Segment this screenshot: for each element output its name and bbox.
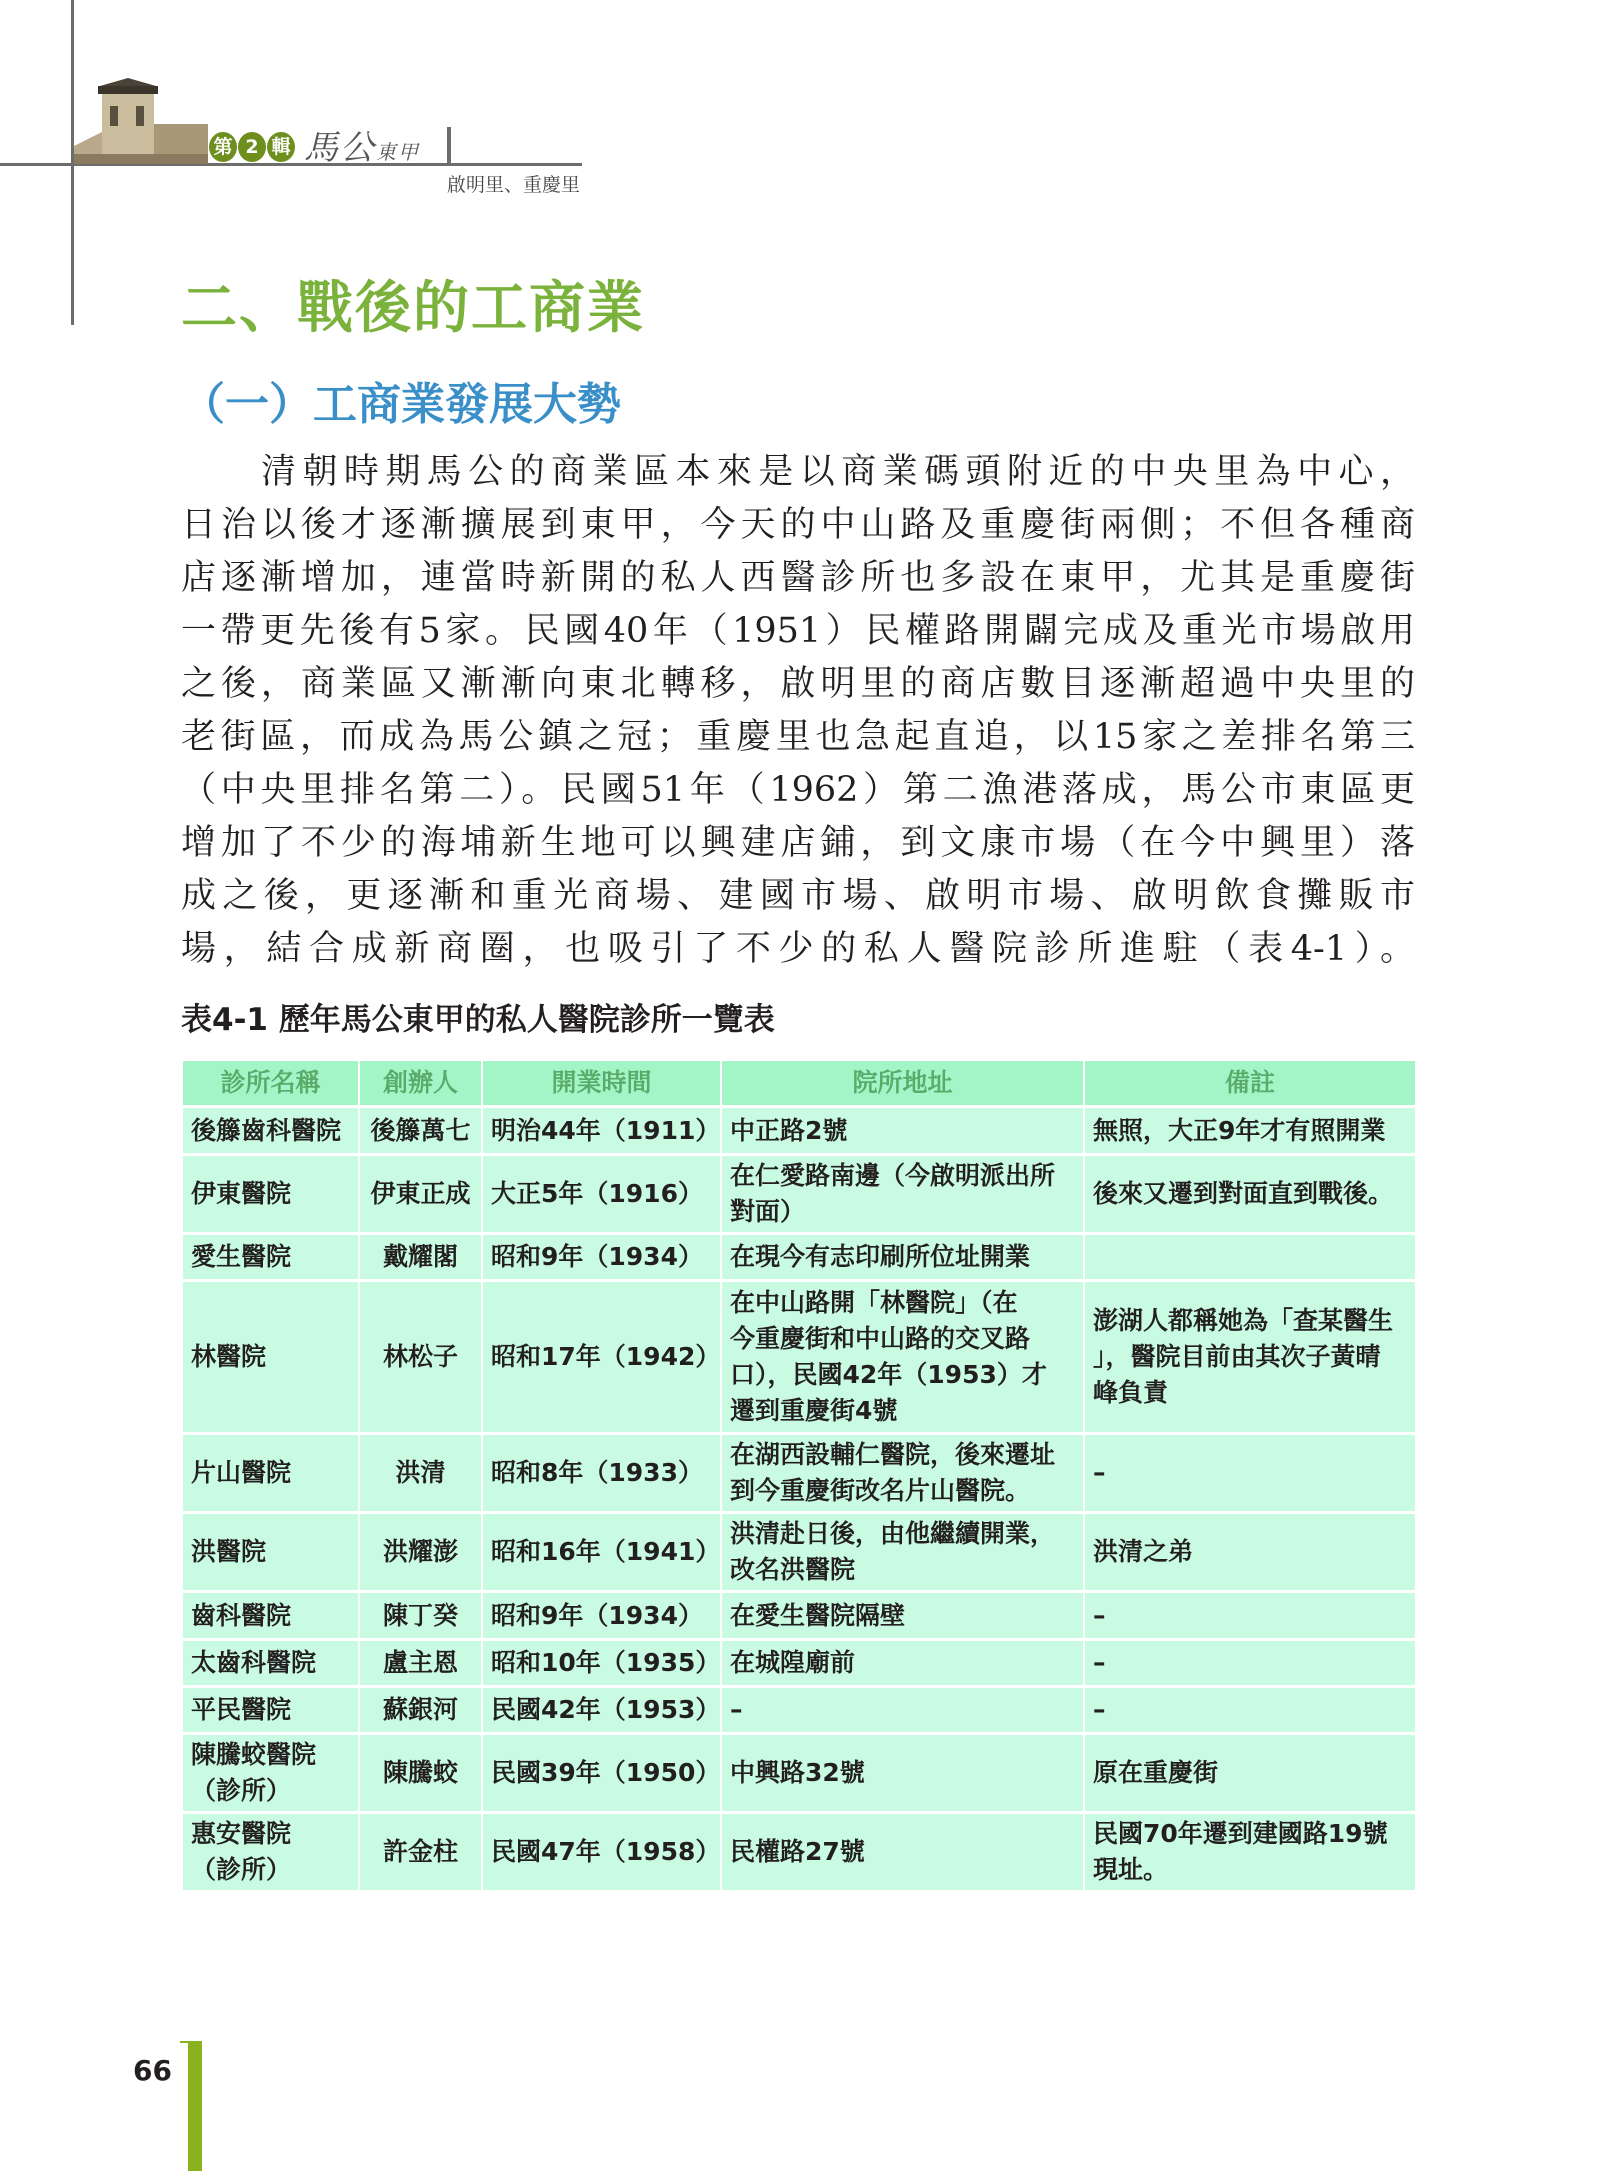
table-cell: 太齒科醫院 [182, 1640, 359, 1687]
table-cell: 在城隍廟前 [721, 1640, 1084, 1687]
table-cell: 林醫院 [182, 1281, 359, 1434]
table-cell: 昭和16年（1941） [482, 1513, 721, 1592]
table-cell: 昭和8年（1933） [482, 1434, 721, 1513]
body-line: 之後，商業區又漸漸向東北轉移，啟明里的商店數目逐漸超過中央里的 [181, 664, 1415, 704]
column-header: 診所名稱 [182, 1060, 359, 1107]
building-photo [74, 76, 208, 164]
table-cell: – [1084, 1434, 1416, 1513]
body-line: 店逐漸增加，連當時新開的私人西醫診所也多設在東甲，尤其是重慶街 [181, 558, 1415, 598]
chapter-badge-prefix: 第 [209, 132, 237, 162]
table-cell: 民權路27號 [721, 1813, 1084, 1892]
table-row [182, 1513, 1416, 1592]
table-cell: 平民醫院 [182, 1687, 359, 1734]
table-cell: 愛生醫院 [182, 1234, 359, 1281]
table-cell: 伊東正成 [359, 1155, 482, 1234]
table-cell: 民國39年（1950） [482, 1734, 721, 1813]
clinic-table [181, 1058, 1417, 1893]
table-cell: 陳丁癸 [359, 1592, 482, 1640]
table-cell: 許金柱 [359, 1813, 482, 1892]
table-cell: 在中山路開「林醫院」（在 今重慶街和中山路的交叉路 口），民國42年（1953）才 遷到重慶街4號 [721, 1281, 1084, 1434]
body-line: 成之後，更逐漸和重光商場、建國市場、啟明市場、啟明飲食攤販市 [181, 876, 1415, 916]
table-cell: 民國47年（1958） [482, 1813, 721, 1892]
table-cell: 在湖西設輔仁醫院，後來遷址 到今重慶街改名片山醫院。 [721, 1434, 1084, 1513]
body-line: 老街區，而成為馬公鎮之冠；重慶里也急起直追，以15家之差排名第三 [181, 717, 1415, 757]
table-cell: 陳騰蛟醫院 （診所） [182, 1734, 359, 1813]
table-cell: 後籐萬七 [359, 1107, 482, 1155]
table-cell: 在愛生醫院隔壁 [721, 1592, 1084, 1640]
table-cell: 林松子 [359, 1281, 482, 1434]
table-row [182, 1640, 1416, 1687]
logo-divider [447, 127, 451, 164]
running-subhead: 啟明里、重慶里 [446, 174, 580, 196]
table-row [182, 1155, 1416, 1234]
page-number: 66 [133, 2054, 172, 2087]
table-cell: 洪耀澎 [359, 1513, 482, 1592]
section-title: 二、戰後的工商業 [181, 275, 645, 341]
body-line: 一帶更先後有5家。民國40年（1951）民權路開闢完成及重光市場啟用 [181, 611, 1415, 651]
table-cell: – [1084, 1592, 1416, 1640]
table-cell: 大正5年（1916） [482, 1155, 721, 1234]
table-cell: 蘇銀河 [359, 1687, 482, 1734]
table-cell: – [721, 1687, 1084, 1734]
column-header: 開業時間 [482, 1060, 721, 1107]
body-line: 場，結合成新商圈，也吸引了不少的私人醫院診所進駐（表4-1）。 [181, 929, 1415, 969]
table-header-row [182, 1060, 1416, 1107]
table-cell: 後來又遷到對面直到戰後。 [1084, 1155, 1416, 1234]
table-cell: 昭和17年（1942） [482, 1281, 721, 1434]
page-accent-bar [188, 2041, 202, 2171]
table-cell: 中正路2號 [721, 1107, 1084, 1155]
table-cell: 齒科醫院 [182, 1592, 359, 1640]
table-cell: 伊東醫院 [182, 1155, 359, 1234]
table-cell: 洪清之弟 [1084, 1513, 1416, 1592]
body-line: 日治以後才逐漸擴展到東甲，今天的中山路及重慶街兩側；不但各種商 [181, 505, 1415, 545]
book-logo [304, 120, 420, 169]
logo-main: 馬公 [304, 128, 376, 168]
body-line: （中央里排名第二）。民國51年（1962）第二漁港落成，馬公市東區更 [181, 770, 1415, 810]
table-cell: 惠安醫院 （診所） [182, 1813, 359, 1892]
body-paragraph [181, 446, 1415, 976]
body-line: 增加了不少的海埔新生地可以興建店鋪，到文康市場（在今中興里）落 [181, 823, 1415, 863]
table-cell: 中興路32號 [721, 1734, 1084, 1813]
table-row [182, 1281, 1416, 1434]
table-cell: 明治44年（1911） [482, 1107, 721, 1155]
table-row [182, 1813, 1416, 1892]
table-row [182, 1234, 1416, 1281]
column-header: 備註 [1084, 1060, 1416, 1107]
table-cell [1084, 1234, 1416, 1281]
table-row [182, 1434, 1416, 1513]
table-cell: 澎湖人都稱她為「查某醫生 」，醫院目前由其次子黃晴 峰負責 [1084, 1281, 1416, 1434]
table-cell: 昭和10年（1935） [482, 1640, 721, 1687]
chapter-badge-number: 2 [238, 132, 266, 162]
table-cell: 無照，大正9年才有照開業 [1084, 1107, 1416, 1155]
table-cell: 戴耀閣 [359, 1234, 482, 1281]
table-cell: 民國70年遷到建國路19號 現址。 [1084, 1813, 1416, 1892]
subsection-title: （一）工商業發展大勢 [181, 379, 621, 430]
table-cell: 昭和9年（1934） [482, 1592, 721, 1640]
table-row [182, 1592, 1416, 1640]
table-cell: 洪清赴日後，由他繼續開業， 改名洪醫院 [721, 1513, 1084, 1592]
table-cell: 陳騰蛟 [359, 1734, 482, 1813]
table-row [182, 1107, 1416, 1155]
chapter-badge-suffix: 輯 [267, 132, 295, 162]
table-cell: – [1084, 1640, 1416, 1687]
table-row [182, 1687, 1416, 1734]
table-cell: 洪清 [359, 1434, 482, 1513]
table-caption: 表4-1 歷年馬公東甲的私人醫院診所一覽表 [181, 1002, 775, 1038]
column-header: 院所地址 [721, 1060, 1084, 1107]
table-cell: 在仁愛路南邊（今啟明派出所 對面） [721, 1155, 1084, 1234]
table-cell: 民國42年（1953） [482, 1687, 721, 1734]
table-cell: 昭和9年（1934） [482, 1234, 721, 1281]
table-cell: 片山醫院 [182, 1434, 359, 1513]
table-cell: 在現今有志印刷所位址開業 [721, 1234, 1084, 1281]
table-cell: 盧主恩 [359, 1640, 482, 1687]
table-row [182, 1734, 1416, 1813]
logo-small: 東甲 [376, 140, 420, 164]
table-cell: 洪醫院 [182, 1513, 359, 1592]
table-cell: 後籐齒科醫院 [182, 1107, 359, 1155]
column-header: 創辦人 [359, 1060, 482, 1107]
table-cell: 原在重慶街 [1084, 1734, 1416, 1813]
body-line: 清朝時期馬公的商業區本來是以商業碼頭附近的中央里為中心， [261, 452, 1415, 492]
table-cell: – [1084, 1687, 1416, 1734]
